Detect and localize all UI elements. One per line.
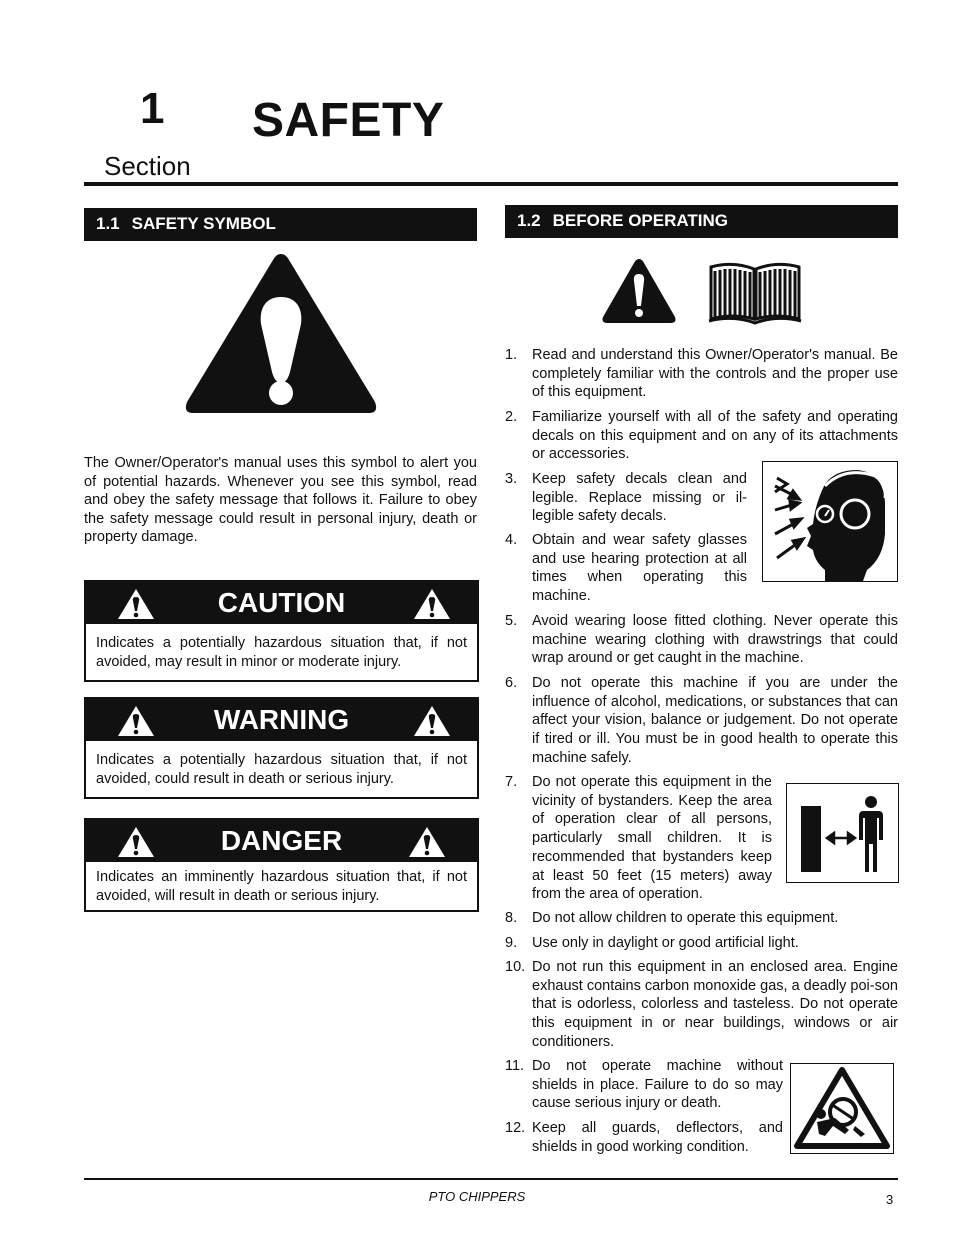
- warning-text: Indicates a potentially hazardous situation that, if not avoided, could result in death or serious injury.: [96, 752, 467, 787]
- heading-number: 1.1: [96, 214, 120, 233]
- entanglement-picture: [790, 1063, 894, 1154]
- eye-ear-protection-picture: [762, 461, 898, 582]
- section-number: 1: [140, 84, 165, 133]
- page-title: SAFETY: [252, 94, 445, 147]
- warning-header: [86, 699, 477, 741]
- heading-text: BEFORE OPERATING: [552, 211, 729, 230]
- bystander-picture: [786, 783, 899, 883]
- entanglement-hazard-icon: [791, 1064, 893, 1153]
- alert-triangle-icon: [408, 826, 446, 858]
- alert-triangle-icon: [413, 705, 451, 737]
- caution-text: Indicates a potentially hazardous situation that, if not avoided, may result in minor or moderate injury.: [96, 635, 467, 670]
- heading-before-operating: [505, 205, 898, 238]
- danger-word: DANGER: [220, 825, 343, 856]
- caution-header: [86, 582, 477, 624]
- footer-title: PTO CHIPPERS: [428, 1189, 526, 1204]
- heading-number: 1.2: [517, 211, 541, 230]
- alert-triangle-icon: [183, 250, 379, 417]
- warning-box: [84, 697, 479, 799]
- page-number: 3: [886, 1192, 894, 1207]
- header-rule: [84, 182, 898, 186]
- intro-paragraph: The Owner/Operator's manual uses this symbol to alert you of potential hazards. Whenever you see this symbol, read and obey the safety message that follows it. Failure to obey the safety message could result in personal injury, death or property damage.: [84, 455, 477, 546]
- bystander-distance-icon: [787, 784, 898, 882]
- heading-text: SAFETY SYMBOL: [131, 214, 276, 233]
- caution-box: [84, 580, 479, 682]
- heading-safety-symbol: [84, 208, 477, 241]
- warning-word: WARNING: [213, 704, 350, 735]
- alert-triangle-icon: [601, 257, 677, 325]
- danger-header: [86, 820, 477, 862]
- danger-box: [84, 818, 479, 912]
- caution-word: CAUTION: [217, 587, 346, 618]
- footer-rule: [84, 1178, 898, 1180]
- alert-triangle-icon: [413, 588, 451, 620]
- danger-text: Indicates an imminently hazardous situation that, if not avoided, will result in death or serious injury.: [96, 869, 467, 904]
- section-label: Section: [104, 151, 191, 181]
- open-book-icon: [707, 259, 803, 325]
- eye-ear-protection-icon: [763, 462, 897, 581]
